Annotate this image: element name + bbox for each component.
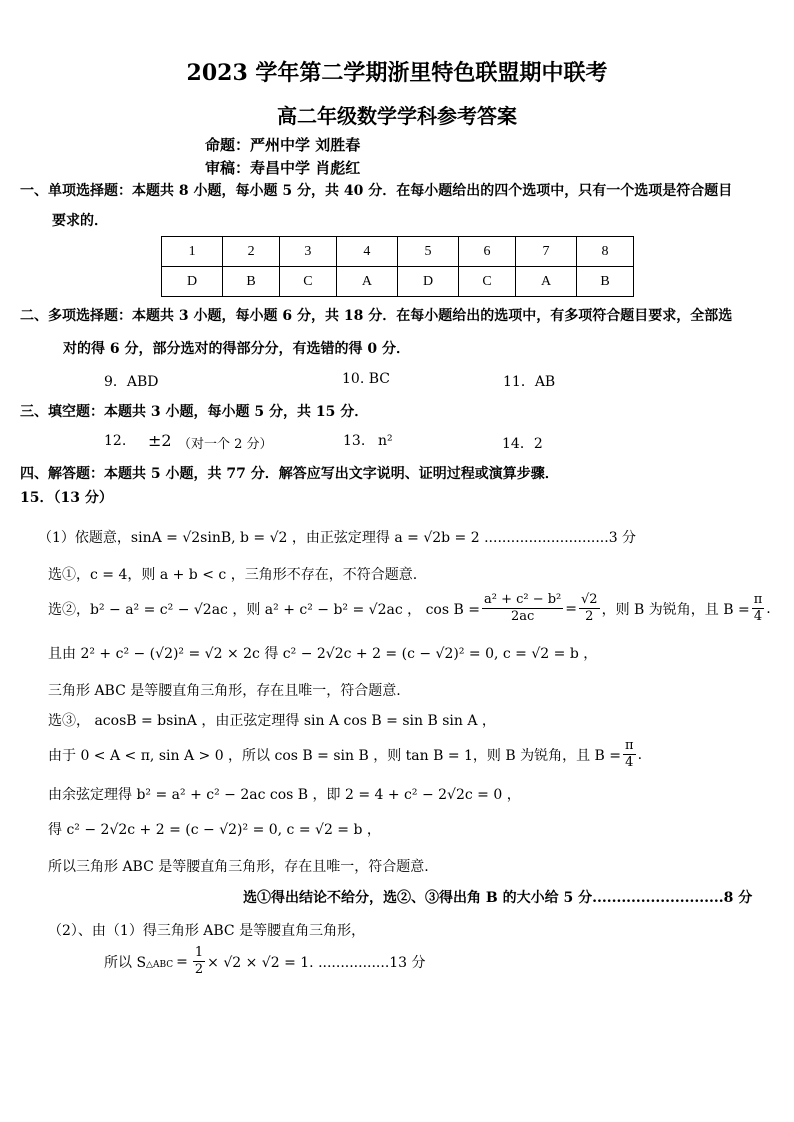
table-cell: C xyxy=(459,267,516,297)
fraction-numerator: 1 xyxy=(194,945,204,960)
solution-line-9: 得 c² − 2√2c + 2 = (c − √2)² = 0, c = √2 = b ， xyxy=(48,822,381,838)
solution-line-4: 且由 2² + c² − (√2)² = √2 × 2c 得 c² − 2√2c + 2 = (c − √2)² = 0, c = √2 = b ， xyxy=(48,646,598,662)
answer-q9: 9．ABD xyxy=(104,374,159,390)
solution-text: × √2 × √2 = 1. ................13 分 xyxy=(207,954,426,971)
table-cell: B xyxy=(223,267,280,297)
fraction-denominator: 4 xyxy=(625,755,634,770)
solution-text: . xyxy=(766,600,771,617)
fraction xyxy=(193,945,205,978)
answer-q11: 11．AB xyxy=(503,374,556,390)
part1-heading-cont: 要求的． xyxy=(52,213,108,229)
solution-line-6: 选③， acosB = bsinA ，由正弦定理得 sin A cos B = sin B sin A ， xyxy=(48,713,496,729)
solution-text: ，则 B 为锐角，且 B = xyxy=(601,601,750,618)
page-subtitle: 高二年级数学学科参考答案 xyxy=(277,104,517,128)
table-row-numbers xyxy=(162,237,634,267)
table-cell: 3 xyxy=(279,237,336,267)
solution-line-8: 由余弦定理得 b² = a² + c² − 2ac cos B ，即 2 = 4 + c² − 2√2c = 0 ， xyxy=(48,787,521,803)
solution-line-5: 三角形 ABC 是等腰直角三角形，存在且唯一，符合题意. xyxy=(48,683,401,699)
answer-q14: 14．2 xyxy=(502,436,543,452)
table-cell: 2 xyxy=(223,237,280,267)
fraction xyxy=(482,592,563,625)
table-cell: C xyxy=(279,267,336,297)
table-cell: D xyxy=(162,267,223,297)
fraction xyxy=(623,738,636,771)
answer-q10: 10. BC xyxy=(342,371,390,387)
fraction-denominator: 2ac xyxy=(510,609,535,624)
solution-line-12: （2）、由（1）得三角形 ABC 是等腰直角三角形， xyxy=(48,923,366,939)
fraction-numerator: a² + c² − b² xyxy=(483,592,562,607)
table-row-answers xyxy=(162,267,634,297)
grading-note: 选①得出结论不给分，选②、③得出角 B 的大小给 5 分...........................8 分 xyxy=(243,890,753,906)
fraction-numerator: π xyxy=(753,592,763,607)
fraction xyxy=(752,592,765,625)
solution-line-2: 选①，c = 4，则 a + b < c ，三角形不存在，不符合题意. xyxy=(48,567,418,583)
author-line: 命题：严州中学 刘胜春 xyxy=(205,136,361,154)
table-cell: 6 xyxy=(459,237,516,267)
table-cell: A xyxy=(336,267,397,297)
question-15-heading: 15．（13 分） xyxy=(20,490,113,506)
part2-heading: 二、多项选择题：本题共 3 小题，每小题 6 分，共 18 分．在每小题给出的选项中，有多项符合题目要求，全部选 xyxy=(20,308,733,324)
answer-q12-note: （对一个 2 分） xyxy=(178,437,273,452)
answer-q12-label: 12. xyxy=(104,433,127,449)
page-title: 2023 学年第二学期浙里特色联盟期中联考 xyxy=(186,60,608,86)
solution-text: 选②，b² − a² = c² − √2ac ，则 a² + c² − b² = √2ac ， cos B = xyxy=(48,601,480,618)
solution-line-13 xyxy=(104,945,426,978)
table-cell: B xyxy=(577,267,634,297)
table-cell: 4 xyxy=(336,237,397,267)
fraction-denominator: 4 xyxy=(753,609,763,624)
mc-answer-table xyxy=(161,236,634,297)
solution-text: 由于 0 < A < π, sin A > 0 ，所以 cos B = sin B ，则 tan B = 1，则 B 为锐角，且 B = xyxy=(48,747,622,764)
solution-line-10: 所以三角形 ABC 是等腰直角三角形，存在且唯一，符合题意. xyxy=(48,859,429,875)
solution-text: . xyxy=(637,746,643,763)
fraction-denominator: 2 xyxy=(194,962,204,977)
table-cell: 1 xyxy=(162,237,223,267)
table-cell: 8 xyxy=(577,237,634,267)
subscript: △ABC xyxy=(146,960,174,970)
equals-sign: = xyxy=(565,600,578,617)
fraction-denominator: 2 xyxy=(585,609,594,624)
table-cell: 5 xyxy=(397,237,458,267)
part2-heading-cont: 对的得 6 分，部分选对的得部分分，有选错的得 0 分． xyxy=(63,341,410,357)
fraction-numerator: π xyxy=(625,738,634,753)
fraction xyxy=(579,592,600,625)
answer-q12: ±2 xyxy=(148,431,172,450)
part3-heading: 三、填空题：本题共 3 小题，每小题 5 分，共 15 分． xyxy=(20,404,369,420)
answer-q13: n² xyxy=(378,433,393,449)
solution-text: 所以 S xyxy=(104,954,147,971)
answer-q13-label: 13. xyxy=(343,433,366,449)
part4-heading: 四、解答题：本题共 5 小题，共 77 分．解答应写出文字说明、证明过程或演算步骤． xyxy=(20,466,559,482)
solution-line-1: （1）依题意，sinA = √2sinB, b = √2 ，由正弦定理得 a = √2b = 2 ............................3 分 xyxy=(38,530,637,546)
reviewer-line: 审稿：寿昌中学 肖彪红 xyxy=(205,159,361,177)
part1-heading: 一、单项选择题：本题共 8 小题，每小题 5 分，共 40 分．在每小题给出的四个选项中，只有一个选项是符合题目 xyxy=(20,183,733,199)
table-cell: D xyxy=(397,267,458,297)
solution-line-7 xyxy=(48,738,642,771)
solution-line-3 xyxy=(48,592,771,625)
fraction-numerator: √2 xyxy=(581,592,598,607)
equals-sign: = xyxy=(176,953,188,970)
table-cell: A xyxy=(515,267,576,297)
table-cell: 7 xyxy=(515,237,576,267)
